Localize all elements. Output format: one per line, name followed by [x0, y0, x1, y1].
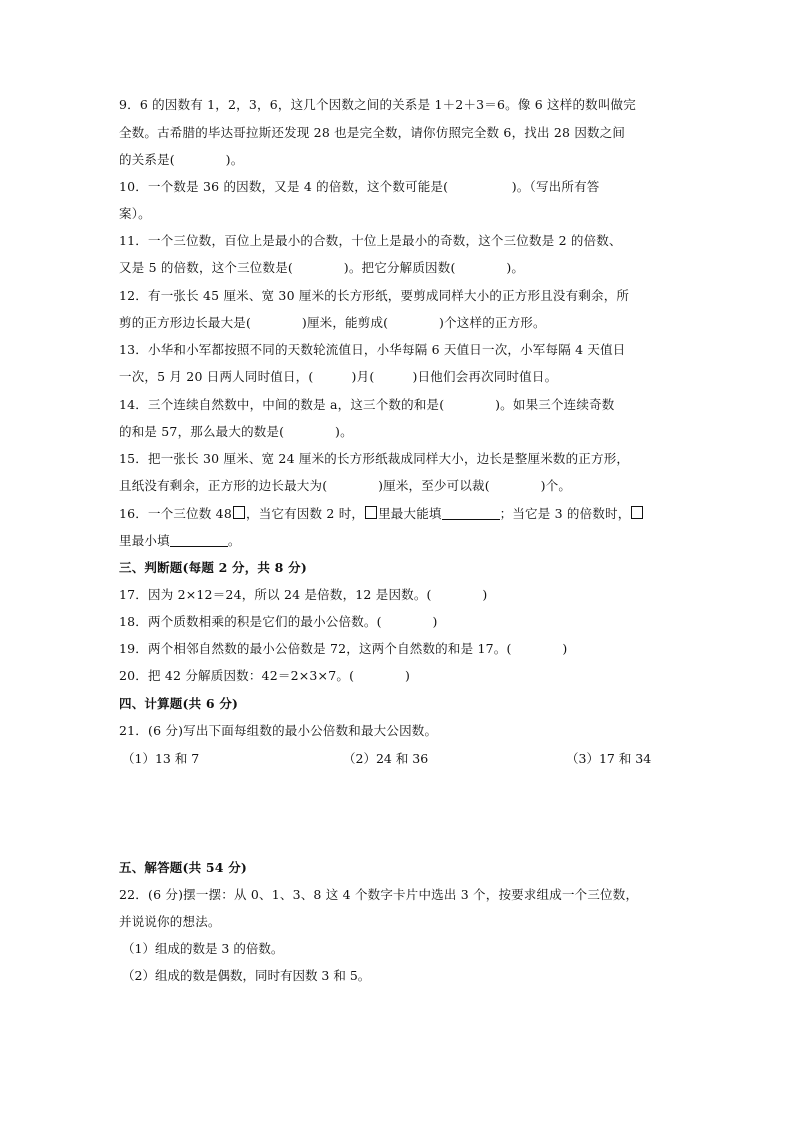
q21-sub-2: （2）24 和 36 — [343, 751, 429, 766]
q20: 20．把 42 分解质因数：42＝2×3×7。( ) — [119, 668, 411, 683]
q14-line-2: 的和是 57，那么最大的数是( )。 — [119, 424, 353, 439]
q14-line-1: 14．三个连续自然数中，中间的数是 a，这三个数的和是( )。如果三个连续奇数 — [119, 397, 615, 412]
q12-line-1: 12．有一张长 45 厘米、宽 30 厘米的长方形纸，要剪成同样大小的正方形且没有剩余，所 — [119, 288, 630, 303]
q13-line-1: 13．小华和小军都按照不同的天数轮流值日，小华每隔 6 天值日一次，小军每隔 4 天值日 — [119, 342, 626, 357]
section-5-title: 五、解答题(共 54 分) — [119, 860, 248, 875]
q22-sub-1: （1）组成的数是 3 的倍数。 — [122, 941, 284, 956]
q10-line-2: 案）。 — [119, 206, 151, 221]
q9-line-2: 全数。古希腊的毕达哥拉斯还发现 28 也是完全数，请你仿照完全数 6，找出 28 因数之间 — [119, 125, 626, 140]
section-4-title: 四、计算题(共 6 分) — [119, 696, 239, 711]
section-3-title: 三、判断题(每题 2 分，共 8 分) — [119, 560, 307, 575]
q13-line-2: 一次，5 月 20 日两人同时值日，( )月( )日他们会再次同时值日。 — [119, 369, 558, 384]
q22-sub-2: （2）组成的数是偶数，同时有因数 3 和 5。 — [122, 968, 371, 983]
q10-line-1: 10．一个数是 36 的因数，又是 4 的倍数，这个数可能是( )。（写出所有答 — [119, 179, 600, 194]
q16-text-a: 16．一个三位数 48 — [119, 506, 232, 521]
answer-blank[interactable] — [170, 534, 228, 547]
q21: 21．(6 分)写出下面每组数的最小公倍数和最大公因数。 — [119, 723, 438, 738]
blank-square-icon — [233, 506, 245, 519]
q16-text-e: 里最小填 — [119, 533, 170, 548]
q21-sub-3: （3）17 和 34 — [566, 751, 652, 766]
q9-line-3: 的关系是( )。 — [119, 152, 244, 167]
q12-line-2: 剪的正方形边长最大是( )厘米，能剪成( )个这样的正方形。 — [119, 315, 546, 330]
answer-blank[interactable] — [442, 507, 500, 520]
q17: 17．因为 2×12＝24，所以 24 是倍数，12 是因数。( ) — [119, 587, 488, 602]
q16-line-1 — [119, 505, 679, 523]
q11-line-2: 又是 5 的倍数，这个三位数是( )。把它分解质因数( )。 — [119, 260, 525, 275]
q19: 19．两个相邻自然数的最小公倍数是 72，这两个自然数的和是 17。( ) — [119, 641, 568, 656]
q16-text-d: ；当它是 3 的倍数时， — [499, 506, 631, 521]
blank-square-icon — [631, 506, 643, 519]
q11-line-1: 11．一个三位数，百位上是最小的合数，十位上是最小的奇数，这个三位数是 2 的倍数、 — [119, 233, 622, 248]
q16-text-b: ，当它有因数 2 时， — [246, 506, 365, 521]
q15-line-2: 且纸没有剩余，正方形的边长最大为( )厘米，至少可以裁( )个。 — [119, 478, 572, 493]
q18: 18．两个质数相乘的积是它们的最小公倍数。( ) — [119, 614, 438, 629]
q21-sub-1: （1）13 和 7 — [122, 751, 200, 766]
q16-text-f: 。 — [227, 533, 241, 548]
q22-line-2: 并说说你的想法。 — [119, 914, 221, 929]
q15-line-1: 15．把一张长 30 厘米、宽 24 厘米的长方形纸裁成同样大小，边长是整厘米数的正方形， — [119, 451, 630, 466]
q22-line-1: 22．(6 分)摆一摆：从 0、1、3、8 这 4 个数字卡片中选出 3 个，按要求组成一个三位数， — [119, 887, 639, 902]
q9-line-1: 9．6 的因数有 1，2，3，6，这几个因数之间的关系是 1＋2＋3＝6。像 6 这样的数叫做完 — [119, 97, 636, 112]
blank-square-icon — [365, 506, 377, 519]
q16-line-2 — [119, 532, 679, 550]
q16-text-c: 里最大能填 — [378, 506, 442, 521]
